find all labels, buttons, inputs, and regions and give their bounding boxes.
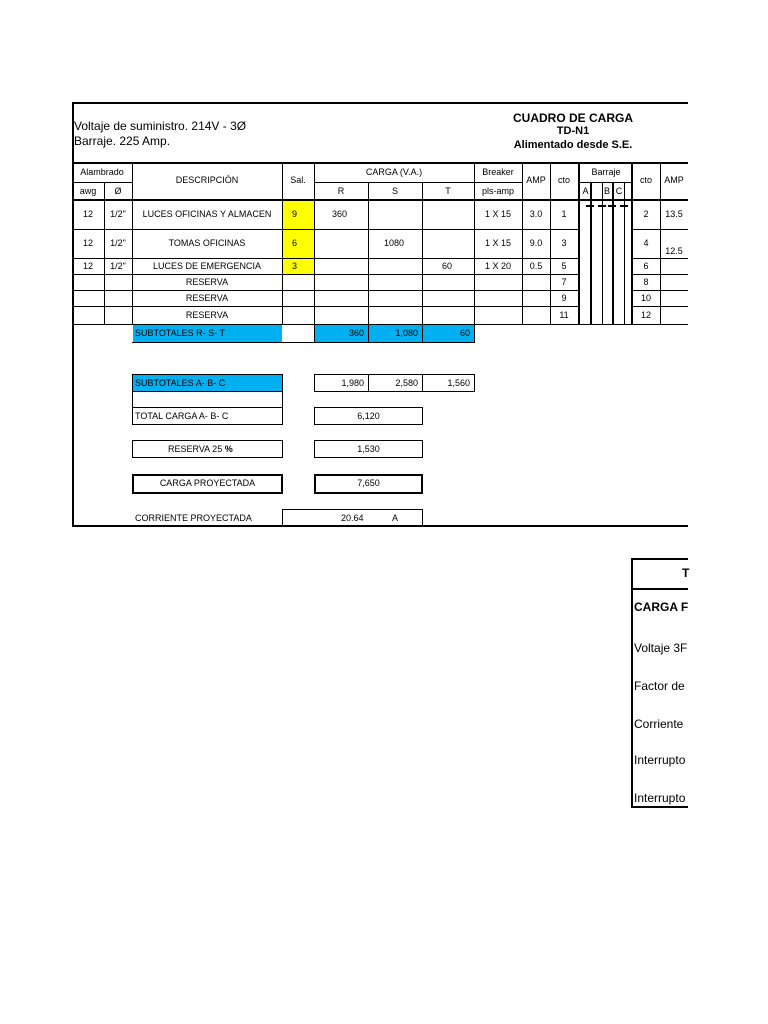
sal-cell-highlight	[283, 230, 314, 258]
row6-cto2: 12	[640, 310, 651, 320]
reserva-value: 1,530	[357, 444, 380, 454]
grid-line	[72, 274, 578, 275]
grid-line	[132, 324, 314, 325]
fed-from: Alimentado desde S.E.	[513, 139, 633, 151]
reserva-label	[168, 445, 233, 454]
col-phase-c: C	[615, 186, 623, 196]
grid-line	[282, 392, 283, 425]
busbar-line	[590, 182, 592, 324]
col-phase-a: A	[582, 186, 589, 196]
side-carga: CARGA F	[634, 600, 689, 614]
col-cto-right: cto	[639, 175, 652, 185]
row1-awg: 12	[82, 209, 93, 219]
row5-cto: 9	[561, 293, 567, 303]
col-carga: CARGA (V.A.)	[365, 167, 423, 177]
subtotal-b: 2,580	[395, 378, 418, 388]
row4-desc: RESERVA	[185, 277, 229, 287]
col-salidas: Sal.	[290, 175, 306, 185]
grid-line	[72, 306, 578, 307]
row3-desc: LUCES DE EMERGENCIA	[152, 261, 262, 271]
row6-desc: RESERVA	[185, 310, 229, 320]
col-amp: AMP	[526, 175, 546, 185]
col-breaker: Breaker	[482, 167, 514, 177]
row2-desc: TOMAS OFICINAS	[168, 238, 246, 248]
subtotals-rst-label: SUBTOTALES R- S- T	[135, 328, 226, 338]
busbar-line	[612, 182, 614, 324]
corriente-label: CORRIENTE PROYECTADA	[135, 513, 252, 523]
row2-sal: 6	[292, 238, 298, 248]
row1-cto2: 2	[643, 209, 649, 219]
side-corriente: Corriente	[634, 717, 684, 731]
row1-amp2: 13.5	[665, 209, 683, 219]
col-r: R	[337, 186, 345, 196]
busbar-tick	[608, 205, 616, 207]
subtotal-a: 1,980	[341, 378, 364, 388]
grid-line	[72, 162, 688, 164]
side-table-bottom	[631, 806, 688, 808]
carga-proyectada-label: CARGA PROYECTADA	[159, 478, 256, 488]
grid-line	[132, 392, 133, 425]
subtotal-t: 60	[459, 328, 470, 338]
col-phase-b: B	[603, 186, 610, 196]
row1-r: 360	[332, 209, 348, 219]
row2-cto: 3	[561, 238, 567, 248]
grid-line	[72, 199, 688, 201]
row2-amp2: 12.5	[665, 246, 683, 256]
corriente-value: 20.64	[341, 513, 364, 523]
frame-top	[72, 102, 688, 104]
row6-cto: 11	[559, 310, 569, 320]
col-alambrado: Alambrado	[80, 167, 124, 177]
row2-awg: 12	[82, 238, 93, 248]
col-cto: cto	[557, 175, 570, 185]
side-table-title: T	[682, 566, 690, 580]
grid-line	[314, 182, 474, 183]
subtotal-c: 1,560	[447, 378, 470, 388]
frame-left	[72, 102, 74, 526]
side-interruptor-2: Interrupto	[634, 791, 686, 805]
busbar-line	[602, 182, 603, 324]
col-descripcion: DESCRIPCIÓN	[175, 175, 239, 185]
page-title: CUADRO DE CARGA	[513, 111, 633, 125]
busbar-rating: Barraje. 225 Amp.	[74, 134, 171, 148]
busbar-tick	[620, 205, 628, 207]
reserva-label-text: RESERVA 25	[168, 444, 223, 454]
row2-amp: 9.0	[529, 238, 543, 248]
grid-line	[474, 182, 522, 183]
row3-dia: 1/2"	[110, 261, 126, 271]
sal-cell-highlight	[283, 201, 314, 229]
col-s: S	[391, 186, 398, 196]
row1-breaker: 1 X 15	[484, 209, 512, 219]
side-table-divider	[631, 588, 688, 590]
row4-cto2: 8	[643, 277, 649, 287]
grid-line	[132, 424, 283, 425]
grid-line	[132, 407, 282, 408]
row3-awg: 12	[82, 261, 93, 271]
row3-cto: 5	[561, 261, 567, 271]
supply-voltage: Voltaje de suministro. 214V - 3Ø	[74, 119, 247, 133]
panel-id: TD-N1	[556, 125, 590, 137]
busbar-tick	[598, 205, 606, 207]
side-table-top	[631, 558, 688, 560]
grid-line	[72, 182, 132, 183]
reserva-percent: %	[224, 444, 233, 454]
side-voltaje: Voltaje 3F	[634, 641, 688, 655]
row1-amp: 3.0	[529, 209, 543, 219]
grid-line	[368, 182, 369, 343]
sal-cell-highlight	[283, 259, 314, 274]
col-amp-right: AMP	[664, 175, 684, 185]
carga-proyectada-value: 7,650	[357, 478, 380, 488]
grid-line	[72, 258, 578, 259]
side-interruptor-1: Interrupto	[634, 753, 686, 767]
row3-sal: 3	[292, 261, 298, 271]
col-pls-amp: pls-amp	[481, 186, 514, 196]
grid-line	[660, 163, 661, 324]
row3-cto2: 6	[643, 261, 649, 271]
row5-desc: RESERVA	[185, 293, 229, 303]
grid-line	[422, 182, 423, 343]
grid-line	[104, 182, 105, 324]
side-table-left	[631, 558, 633, 808]
row3-breaker: 1 X 20	[484, 261, 512, 271]
grid-line	[72, 290, 578, 291]
grid-line	[72, 324, 132, 325]
row2-breaker: 1 X 15	[484, 238, 512, 248]
row4-cto: 7	[561, 277, 567, 287]
subtotals-abc-label: SUBTOTALES A- B- C	[135, 378, 226, 388]
row1-dia: 1/2"	[110, 209, 126, 219]
row5-cto2: 10	[640, 293, 651, 303]
grid-line	[314, 324, 474, 325]
subtotal-s: 1,080	[395, 328, 418, 338]
row1-desc: LUCES OFICINAS Y ALMACEN	[142, 209, 272, 219]
total-carga-value: 6,120	[357, 411, 380, 421]
subtotal-r: 360	[348, 328, 364, 338]
row1-sal: 9	[292, 209, 298, 219]
col-t: T	[445, 186, 451, 196]
col-awg: awg	[79, 186, 97, 196]
col-diameter: Ø	[114, 186, 122, 196]
row2-s: 1080	[384, 238, 405, 248]
busbar-line	[624, 182, 625, 324]
row3-amp: 0.5	[529, 261, 543, 271]
row3-t: 60	[442, 261, 453, 271]
corriente-unit: A	[392, 513, 399, 523]
grid-line	[132, 342, 474, 343]
row2-dia: 1/2"	[110, 238, 126, 248]
total-carga-label: TOTAL CARGA A- B- C	[135, 411, 229, 421]
side-factor: Factor de	[634, 679, 685, 693]
col-barraje: Barraje	[591, 167, 621, 177]
grid-line	[72, 229, 578, 230]
busbar-tick	[586, 205, 594, 207]
grid-line	[474, 324, 688, 325]
row2-cto2: 4	[643, 238, 649, 248]
row1-cto: 1	[561, 209, 567, 219]
